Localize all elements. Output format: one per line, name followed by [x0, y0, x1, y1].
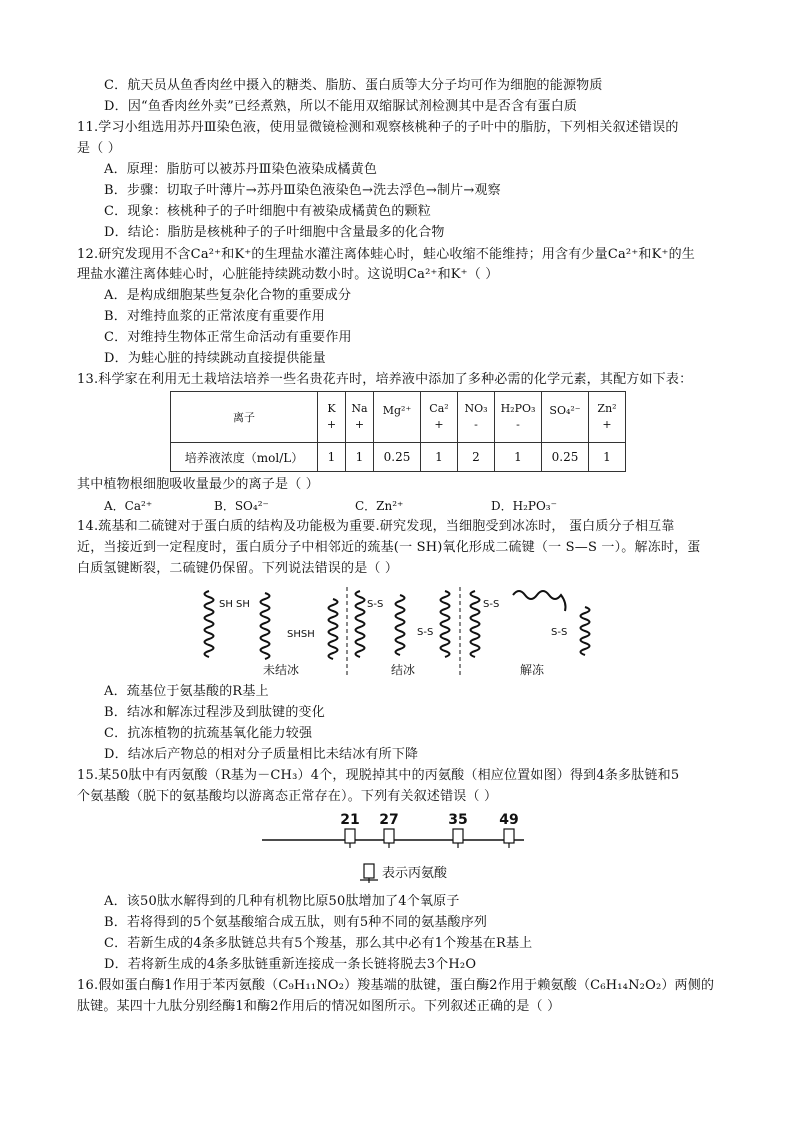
stage-label-frozen: 结冰 — [391, 663, 416, 677]
value-cell: 1 — [589, 443, 626, 472]
ion-concentration-table — [170, 391, 626, 472]
disulfide-label: S-S — [367, 599, 384, 610]
value-cell: 1 — [421, 443, 458, 472]
q14-option-a: A．巯基位于氨基酸的R基上 — [104, 684, 269, 699]
stage-label-unfrozen: 未结冰 — [263, 663, 300, 677]
q13-option-b: B．SO₄²⁻ — [214, 499, 269, 513]
disulfide-label: S-S — [483, 599, 500, 610]
disulfide-label: S-S — [417, 627, 434, 638]
q10-option-d: D．因“鱼香肉丝外卖”已经煮熟，所以不能用双缩脲试剂检测其中是否含有蛋白质 — [104, 99, 578, 114]
alanine-marker — [345, 829, 355, 843]
q16-stem-line1: 16.假如蛋白酶1作用于苯丙氨酸（C₉H₁₁NO₂）羧基端的肽键，蛋白酶2作用于赖氨酸（C₆H₁₄N₂O₂）两侧的 — [77, 978, 715, 993]
q13-stem: 13.科学家在利用无土栽培法培养一些名贵花卉时，培养液中添加了多种必需的化学元素，其配方如下表： — [77, 372, 693, 387]
q14-stem-line2: 近，当接近到一定程度时，蛋白质分子中相邻近的巯基(一 SH)氧化形成二硫键（一 S—S 一）。解冻时，蛋 — [77, 540, 701, 555]
ion-cell-mg: Mg²⁺ — [374, 392, 421, 443]
value-cell: 1 — [318, 443, 346, 472]
legend-text: 表示丙氨酸 — [382, 866, 448, 881]
protein-chain — [471, 591, 480, 657]
q12-option-d: D．为蛙心脏的持续跳动直接提供能量 — [104, 351, 326, 366]
alanine-position-label: 35 — [448, 812, 468, 828]
disulfide-label: S-S — [551, 627, 568, 638]
ion-cell-ca: Ca² + — [421, 392, 458, 443]
q15-option-d: D．若将新生成的4条多肽链重新连接成一条长链将脱去3个H₂O — [104, 957, 477, 972]
alanine-position-label: 27 — [379, 812, 399, 828]
q14-stem-line1: 14.巯基和二硫键对于蛋白质的结构及功能极为重要.研究发现，当细胞受到冰冻时， 蛋白质分子相互靠 — [77, 519, 675, 534]
value-cell: 0.25 — [374, 443, 421, 472]
q11-option-a: A．原理：脂肪可以被苏丹Ⅲ染色液染成橘黄色 — [104, 162, 378, 177]
q15-stem-line2: 个氨基酸（脱下的氨基酸均以游离态正常存在）。下列有关叙述错误（ ） — [77, 789, 498, 804]
q13-option-a: A．Ca²⁺ — [104, 499, 153, 513]
q15-option-a: A．该50肽水解得到的几种有机物比原50肽增加了4个氧原子 — [104, 894, 460, 909]
ion-row-header: 离子 — [171, 392, 318, 443]
q11-stem-line1: 11.学习小组选用苏丹Ⅲ染色液，使用显微镜检测和观察核桃种子的子叶中的脂肪，下列相关叙述错误的 — [77, 120, 679, 135]
alanine-marker — [453, 829, 463, 843]
protein-chain — [441, 591, 450, 657]
ion-cell-zn: Zn² + — [589, 392, 626, 443]
ion-cell-no3: NO₃ - — [458, 392, 495, 443]
alanine-position-label: 49 — [499, 812, 519, 828]
sulfhydryl-label: SH SH — [219, 599, 250, 610]
q12-option-b: B．对维持血浆的正常浓度有重要作用 — [104, 309, 325, 324]
q11-option-c: C．现象：核桃种子的子叶细胞中有被染成橘黄色的颗粒 — [104, 204, 431, 219]
alanine-marker — [384, 829, 394, 843]
q12-stem-line1: 12.研究发现用不含Ca²⁺和K⁺的生理盐水灌注离体蛙心时，蛙心收缩不能维持；用含有少量Ca²⁺和K⁺的生 — [77, 247, 695, 262]
ion-header-row — [171, 392, 626, 443]
value-cell: 1 — [495, 443, 542, 472]
alanine-marker — [504, 829, 514, 843]
value-cell: 1 — [346, 443, 374, 472]
disulfide-bond-diagram — [195, 585, 595, 680]
alanine-position-label: 21 — [340, 812, 360, 828]
protein-chain — [356, 591, 365, 657]
q14-option-c: C．抗冻植物的抗巯基氧化能力较强 — [104, 726, 313, 741]
q12-option-c: C．对维持生物体正常生命活动有重要作用 — [104, 330, 352, 345]
value-cell: 2 — [458, 443, 495, 472]
q16-stem-line2: 肽键。某四十九肽分别经酶1和酶2作用后的情况如图所示。下列叙述正确的是（ ） — [77, 999, 561, 1014]
ion-cell-h2po3: H₂PO₃ - — [495, 392, 542, 443]
q14-option-b: B．结冰和解冻过程涉及到肽键的变化 — [104, 705, 325, 720]
q13-option-d: D．H₂PO₃⁻ — [491, 499, 557, 513]
protein-chain — [396, 595, 405, 655]
protein-chain — [329, 599, 338, 659]
q13-option-c: C．Zn²⁺ — [355, 499, 404, 513]
value-cell: 0.25 — [542, 443, 589, 472]
q13-question: 其中植物根细胞吸收量最少的离子是（ ） — [77, 477, 319, 492]
legend-alanine-marker — [364, 864, 374, 878]
protein-chain — [205, 591, 214, 657]
sulfhydryl-label: SHSH — [287, 629, 315, 640]
q11-option-b: B．步骤：切取子叶薄片→苏丹Ⅲ染色液染色→洗去浮色→制片→观察 — [104, 183, 501, 198]
q12-option-a: A．是构成细胞某些复杂化合物的重要成分 — [104, 288, 352, 303]
peptide-chain-diagram — [258, 808, 533, 888]
ion-cell-k: K + — [318, 392, 346, 443]
q15-option-b: B．若将得到的5个氨基酸缩合成五肽，则有5种不同的氨基酸序列 — [104, 915, 488, 930]
q14-stem-line3: 白质氢键断裂，二硫键仍保留。下列说法错误的是（ ） — [77, 561, 399, 576]
value-row-header: 培养液浓度（mol/L） — [171, 443, 318, 472]
q10-option-c: C．航天员从鱼香肉丝中摄入的糖类、脂肪、蛋白质等大分子均可作为细胞的能源物质 — [104, 78, 603, 93]
q12-stem-line2: 理盐水灌注离体蛙心时，心脏能持续跳动数小时。这说明Ca²⁺和K⁺（ ） — [77, 267, 499, 282]
ion-cell-so4: SO₄²⁻ — [542, 392, 589, 443]
ion-cell-na: Na + — [346, 392, 374, 443]
q14-option-d: D．结冰后产物总的相对分子质量相比未结冰有所下降 — [104, 747, 419, 762]
protein-chain — [513, 591, 566, 611]
q11-option-d: D．结论：脂肪是核桃种子的子叶细胞中含量最多的化合物 — [104, 225, 445, 240]
q11-stem-line2: 是（ ） — [77, 141, 121, 156]
ion-value-row — [171, 443, 626, 472]
protein-chain — [581, 607, 590, 655]
q15-option-c: C．若新生成的4条多肽链总共有5个羧基，那么其中必有1个羧基在R基上 — [104, 936, 533, 951]
stage-label-thawed: 解冻 — [520, 663, 545, 677]
q15-stem-line1: 15.某50肽中有丙氨酸（R基为－CH₃）4个，现脱掉其中的丙氨酸（相应位置如图）得到4条多肽链和5 — [77, 768, 680, 783]
protein-chain — [261, 593, 270, 659]
